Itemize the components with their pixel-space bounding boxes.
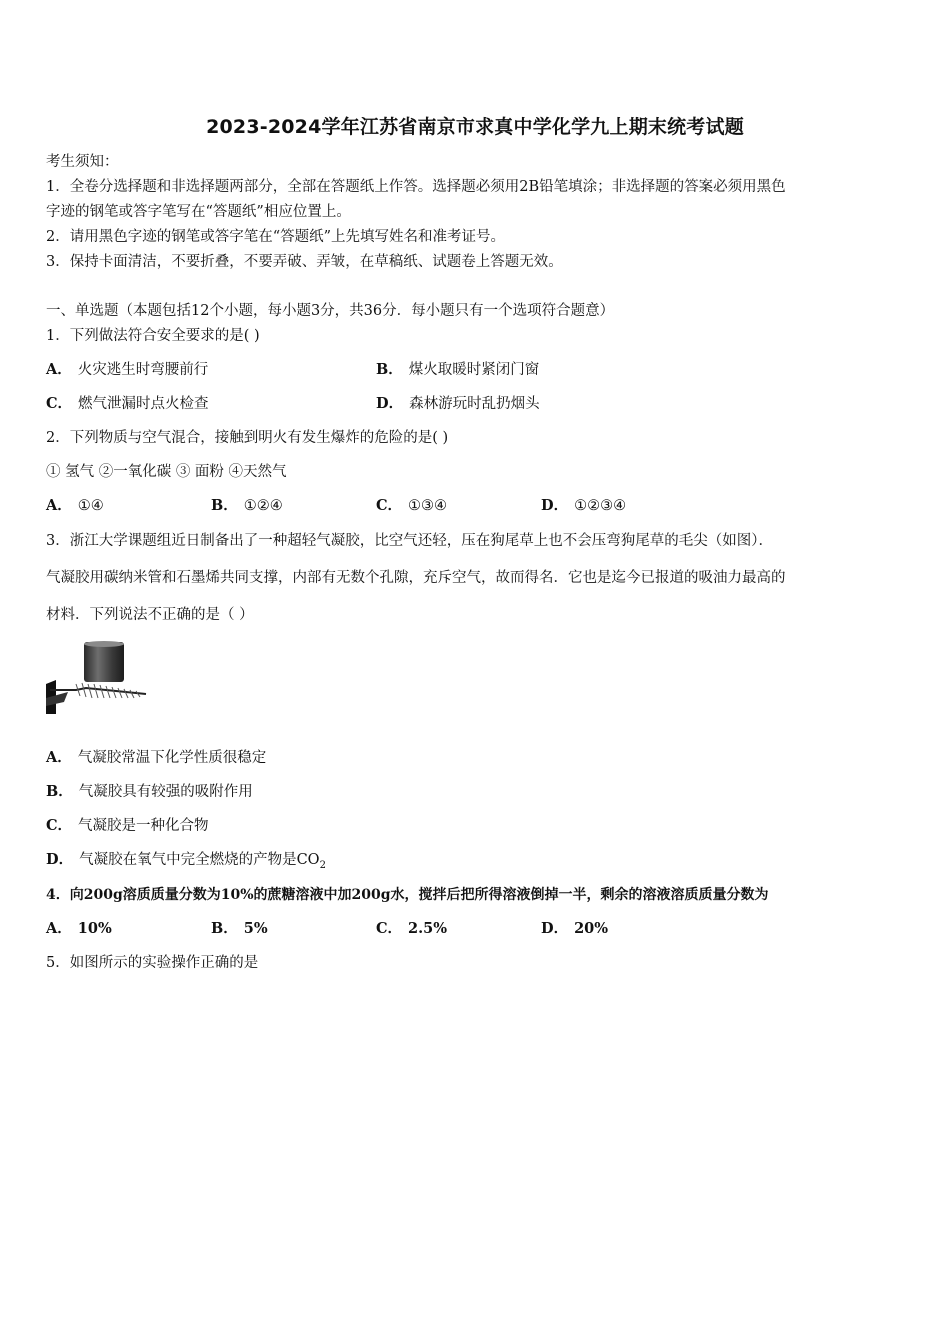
q2-option-b-label: B．: [211, 497, 238, 514]
q2-items: ① 氢气 ②一氧化碳 ③ 面粉 ④天然气: [46, 464, 287, 480]
q3-stem-line-3: 材料．下列说法不正确的是（ ）: [46, 607, 254, 623]
q3-option-c-text: 气凝胶是一种化合物: [78, 818, 209, 834]
notice-heading: 考生须知：: [46, 154, 119, 170]
q2-option-c-text: ①③④: [408, 498, 448, 514]
q4-option-b-text: 5%: [243, 920, 268, 937]
notice-item-1b: 字迹的钢笔或答字笔写在“答题纸”相应位置上。: [46, 204, 351, 220]
q3-option-d: [46, 850, 326, 876]
q1-option-d-text: 森林游玩时乱扔烟头: [409, 396, 540, 412]
q4-option-a: [46, 919, 112, 939]
q4-stem: 4．向200g溶质质量分数为10%的蔗糖溶液中加200g水，搅拌后把所得溶液倒掉一半，剩余的溶液溶质质量分数为: [46, 887, 769, 903]
q3-option-b: [46, 782, 253, 802]
q2-option-c-label: C．: [376, 497, 403, 514]
q2-option-d: [541, 496, 626, 516]
q4-option-d: [541, 919, 608, 939]
q1-option-b-label: B．: [376, 361, 403, 378]
q4-option-b: [211, 919, 268, 939]
q2-option-d-label: D．: [541, 497, 569, 514]
q1-option-c-text: 燃气泄漏时点火检查: [78, 396, 209, 412]
notice-item-2: 2．请用黑色字迹的钢笔或答字笔在“答题纸”上先填写姓名和准考证号。: [46, 229, 506, 245]
q4-option-c-label: C．: [376, 920, 403, 937]
q3-option-a-text: 气凝胶常温下化学性质很稳定: [77, 750, 267, 766]
q3-stem-line-2: 气凝胶用碳纳米管和石墨烯共同支撑，内部有无数个孔隙，充斥空气，故而得名．它也是迄今已报道的吸油力最高的: [46, 570, 786, 586]
q2-option-a: [46, 496, 104, 516]
q3-stem-line-1: 3．浙江大学课题组近日制备出了一种超轻气凝胶，比空气还轻，压在狗尾草上也不会压弯狗尾草的毛尖（如图）．: [46, 533, 773, 549]
q2-option-c: [376, 496, 447, 516]
q4-option-b-label: B．: [211, 920, 238, 937]
grass-bristles: [76, 683, 140, 698]
q3-option-d-text: 气凝胶在氧气中完全燃烧的产物是CO: [79, 852, 320, 868]
q2-option-d-text: ①②③④: [574, 498, 627, 514]
q3-option-c: [46, 816, 209, 836]
q2-option-a-text: ①④: [77, 498, 104, 514]
q5-stem: 5．如图所示的实验操作正确的是: [46, 955, 259, 971]
q4-option-c: [376, 919, 447, 939]
q1-option-d-label: D．: [376, 395, 404, 412]
q4-option-d-text: 20%: [574, 920, 609, 937]
section-heading: 一、单选题（本题包括12个小题，每小题3分，共36分．每小题只有一个选项符合题意）: [46, 303, 615, 319]
q1-option-c: [46, 394, 209, 414]
notice-item-1a: 1．全卷分选择题和非选择题两部分，全部在答题纸上作答。选择题必须用2B铅笔填涂；非选择题的答案必须用黑色: [46, 179, 786, 195]
q3-option-c-label: C．: [46, 817, 73, 834]
q4-option-c-text: 2.5%: [408, 920, 448, 937]
q3-option-d-subscript: 2: [319, 859, 326, 871]
q4-option-d-label: D．: [541, 920, 569, 937]
q2-stem: 2．下列物质与空气混合，接触到明火有发生爆炸的危险的是( ): [46, 430, 449, 446]
q1-option-a-label: A．: [46, 361, 72, 378]
q2-option-b-text: ①②④: [243, 498, 283, 514]
q1-option-b: [376, 360, 539, 380]
q2-option-b: [211, 496, 283, 516]
aerogel-top: [84, 641, 124, 647]
q3-option-d-label: D．: [46, 851, 74, 868]
q2-option-a-label: A．: [46, 497, 72, 514]
notice-item-3: 3．保持卡面清洁，不要折叠，不要弄破、弄皱，在草稿纸、试题卷上答题无效。: [46, 254, 563, 270]
page-title: 2023-2024学年江苏省南京市求真中学化学九上期末统考试题: [206, 116, 744, 138]
q3-option-b-label: B．: [46, 783, 73, 800]
q3-option-a-label: A．: [46, 749, 72, 766]
aerogel-on-grass-figure: [46, 640, 150, 714]
q1-option-a: [46, 360, 208, 380]
q1-option-b-text: 煤火取暖时紧闭门窗: [408, 362, 540, 378]
aerogel-block: [84, 642, 124, 682]
q4-option-a-text: 10%: [77, 920, 112, 937]
q4-option-a-label: A．: [46, 920, 72, 937]
q3-option-a: [46, 748, 266, 768]
q1-stem: 1．下列做法符合安全要求的是( ): [46, 328, 260, 344]
q1-option-a-text: 火灾逃生时弯腰前行: [77, 362, 209, 378]
q3-option-b-text: 气凝胶具有较强的吸附作用: [78, 784, 253, 800]
q1-option-c-label: C．: [46, 395, 73, 412]
q1-option-d: [376, 394, 540, 414]
